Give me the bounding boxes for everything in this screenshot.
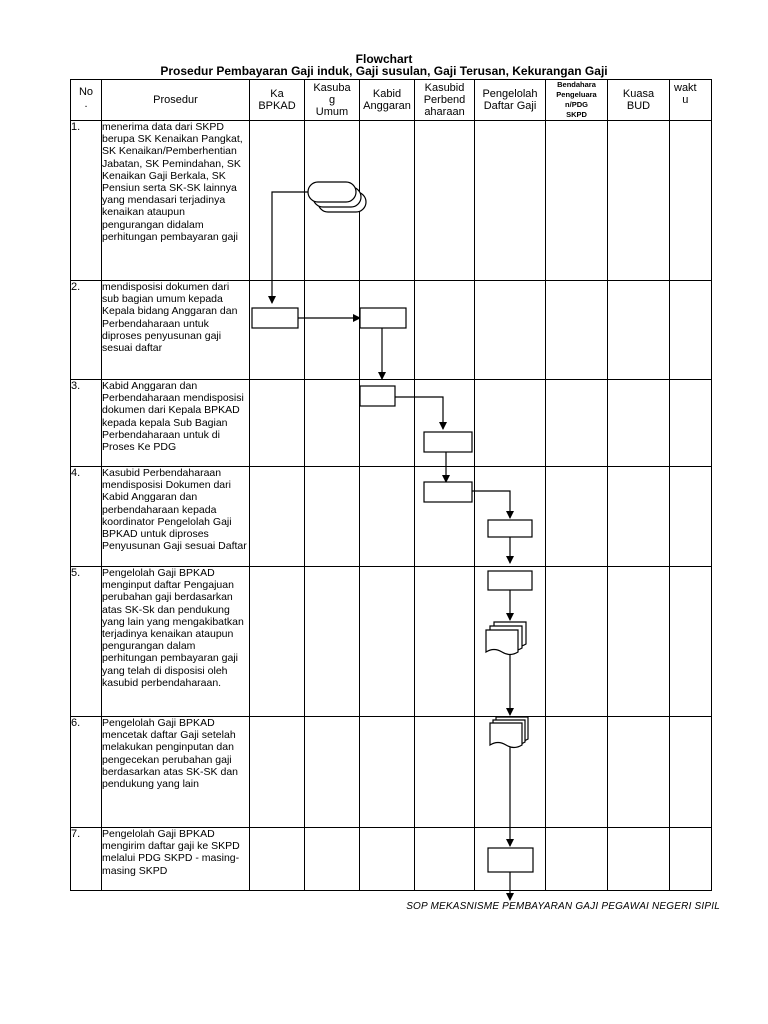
header-kuasa-bud: Kuasa BUD — [608, 80, 670, 121]
procedure-text: Kasubid Perbendaharaan mendisposisi Dokumen dari Kabid Anggaran dan perbendaharaan kepada koordinator Pengelolah Gaji BPKAD untuk diproses Penyusunan Gaji sesuai Daftar — [102, 467, 250, 567]
procedure-text: menerima data dari SKPD berupa SK Kenaikan Pangkat, SK Kenaikan/Pemberhentian Jabatan, SK Pemindahan, SK Kenaikan Gaji Berkala, SK Pensiun serta SK-SK lainnya yang mendasari terjadinya kenaikan ataupun pengurangan didalam perhitungan pembayaran gaji — [102, 121, 250, 281]
row-number: 5. — [71, 567, 102, 717]
process-box-pengelolah-send — [488, 848, 533, 872]
process-box-pengelolah-input — [488, 571, 532, 590]
row-number: 1. — [71, 121, 102, 281]
header-prosedur: Prosedur — [102, 80, 250, 121]
process-box-kasubid-2 — [424, 482, 472, 502]
input-documents-symbol — [308, 182, 366, 212]
row-number: 6. — [71, 717, 102, 828]
header-bendahara: Bendahara Pengeluara n/PDG SKPD — [546, 80, 608, 121]
flowchart-title: Flowchart — [355, 52, 413, 66]
flowchart-subtitle: Prosedur Pembayaran Gaji induk, Gaji susulan, Gaji Terusan, Kekurangan Gaji — [160, 64, 608, 78]
flow-connectors — [272, 192, 510, 900]
process-box-kabid-anggaran-2 — [360, 386, 395, 406]
header-kasubid-perbendaharaan: Kasubid Perbend aharaan — [415, 80, 475, 121]
procedure-text: Pengelolah Gaji BPKAD menginput daftar Pengajuan perubahan gaji berdasarkan atas SK-Sk dan pendukung yang lain yang mengakibatkan terjadinya kenaikan ataupun pengurangan dalam perhitungan pembayaran gaji yang telah di disposisi oleh kasubid perbendaharaan. — [102, 567, 250, 717]
header-pengelolah-daftar-gaji: Pengelolah Daftar Gaji — [475, 80, 546, 121]
row-number: 4. — [71, 467, 102, 567]
header-kasubag-umum: Kasuba g Umum — [305, 80, 360, 121]
procedure-text: Pengelolah Gaji BPKAD mencetak daftar Gaji setelah melakukan penginputan dan pengecekan perubahan gaji berdasarkan atas SK-SK dan pendukung yang lain — [102, 717, 250, 828]
process-box-ka-bpkad — [252, 308, 298, 328]
document-symbol-step6 — [490, 717, 528, 748]
process-box-kasubid — [424, 432, 472, 452]
row-number: 7. — [71, 828, 102, 891]
header-kabid-anggaran: Kabid Anggaran — [360, 80, 415, 121]
header-no: No . — [71, 80, 102, 121]
header-ka-bpkad: Ka BPKAD — [250, 80, 305, 121]
row-number: 2. — [71, 281, 102, 380]
header-waktu: wakt u — [670, 80, 712, 121]
footer-caption: SOP MEKASNISME PEMBAYARAN GAJI PEGAWAI NEGERI SIPIL — [406, 901, 720, 912]
document-symbol-step5 — [486, 622, 526, 655]
procedure-text: Kabid Anggaran dan Perbendaharaan mendisposisi dokumen dari Kepala BPKAD kepada kepala Sub Bagian Perbendaharaan untuk di Proses Ke PDG — [102, 380, 250, 467]
process-boxes — [252, 308, 533, 872]
process-box-pengelolah — [488, 520, 532, 537]
procedure-text: Pengelolah Gaji BPKAD mengirim daftar gaji ke SKPD melalui PDG SKPD - masing-masing SKPD — [102, 828, 250, 891]
procedure-text: mendisposisi dokumen dari sub bagian umum kepada Kepala bidang Anggaran dan Perbendaharaan untuk diproses penyusunan gaji sesuai daftar — [102, 281, 250, 380]
process-box-kabid-anggaran — [360, 308, 406, 328]
row-number: 3. — [71, 380, 102, 467]
